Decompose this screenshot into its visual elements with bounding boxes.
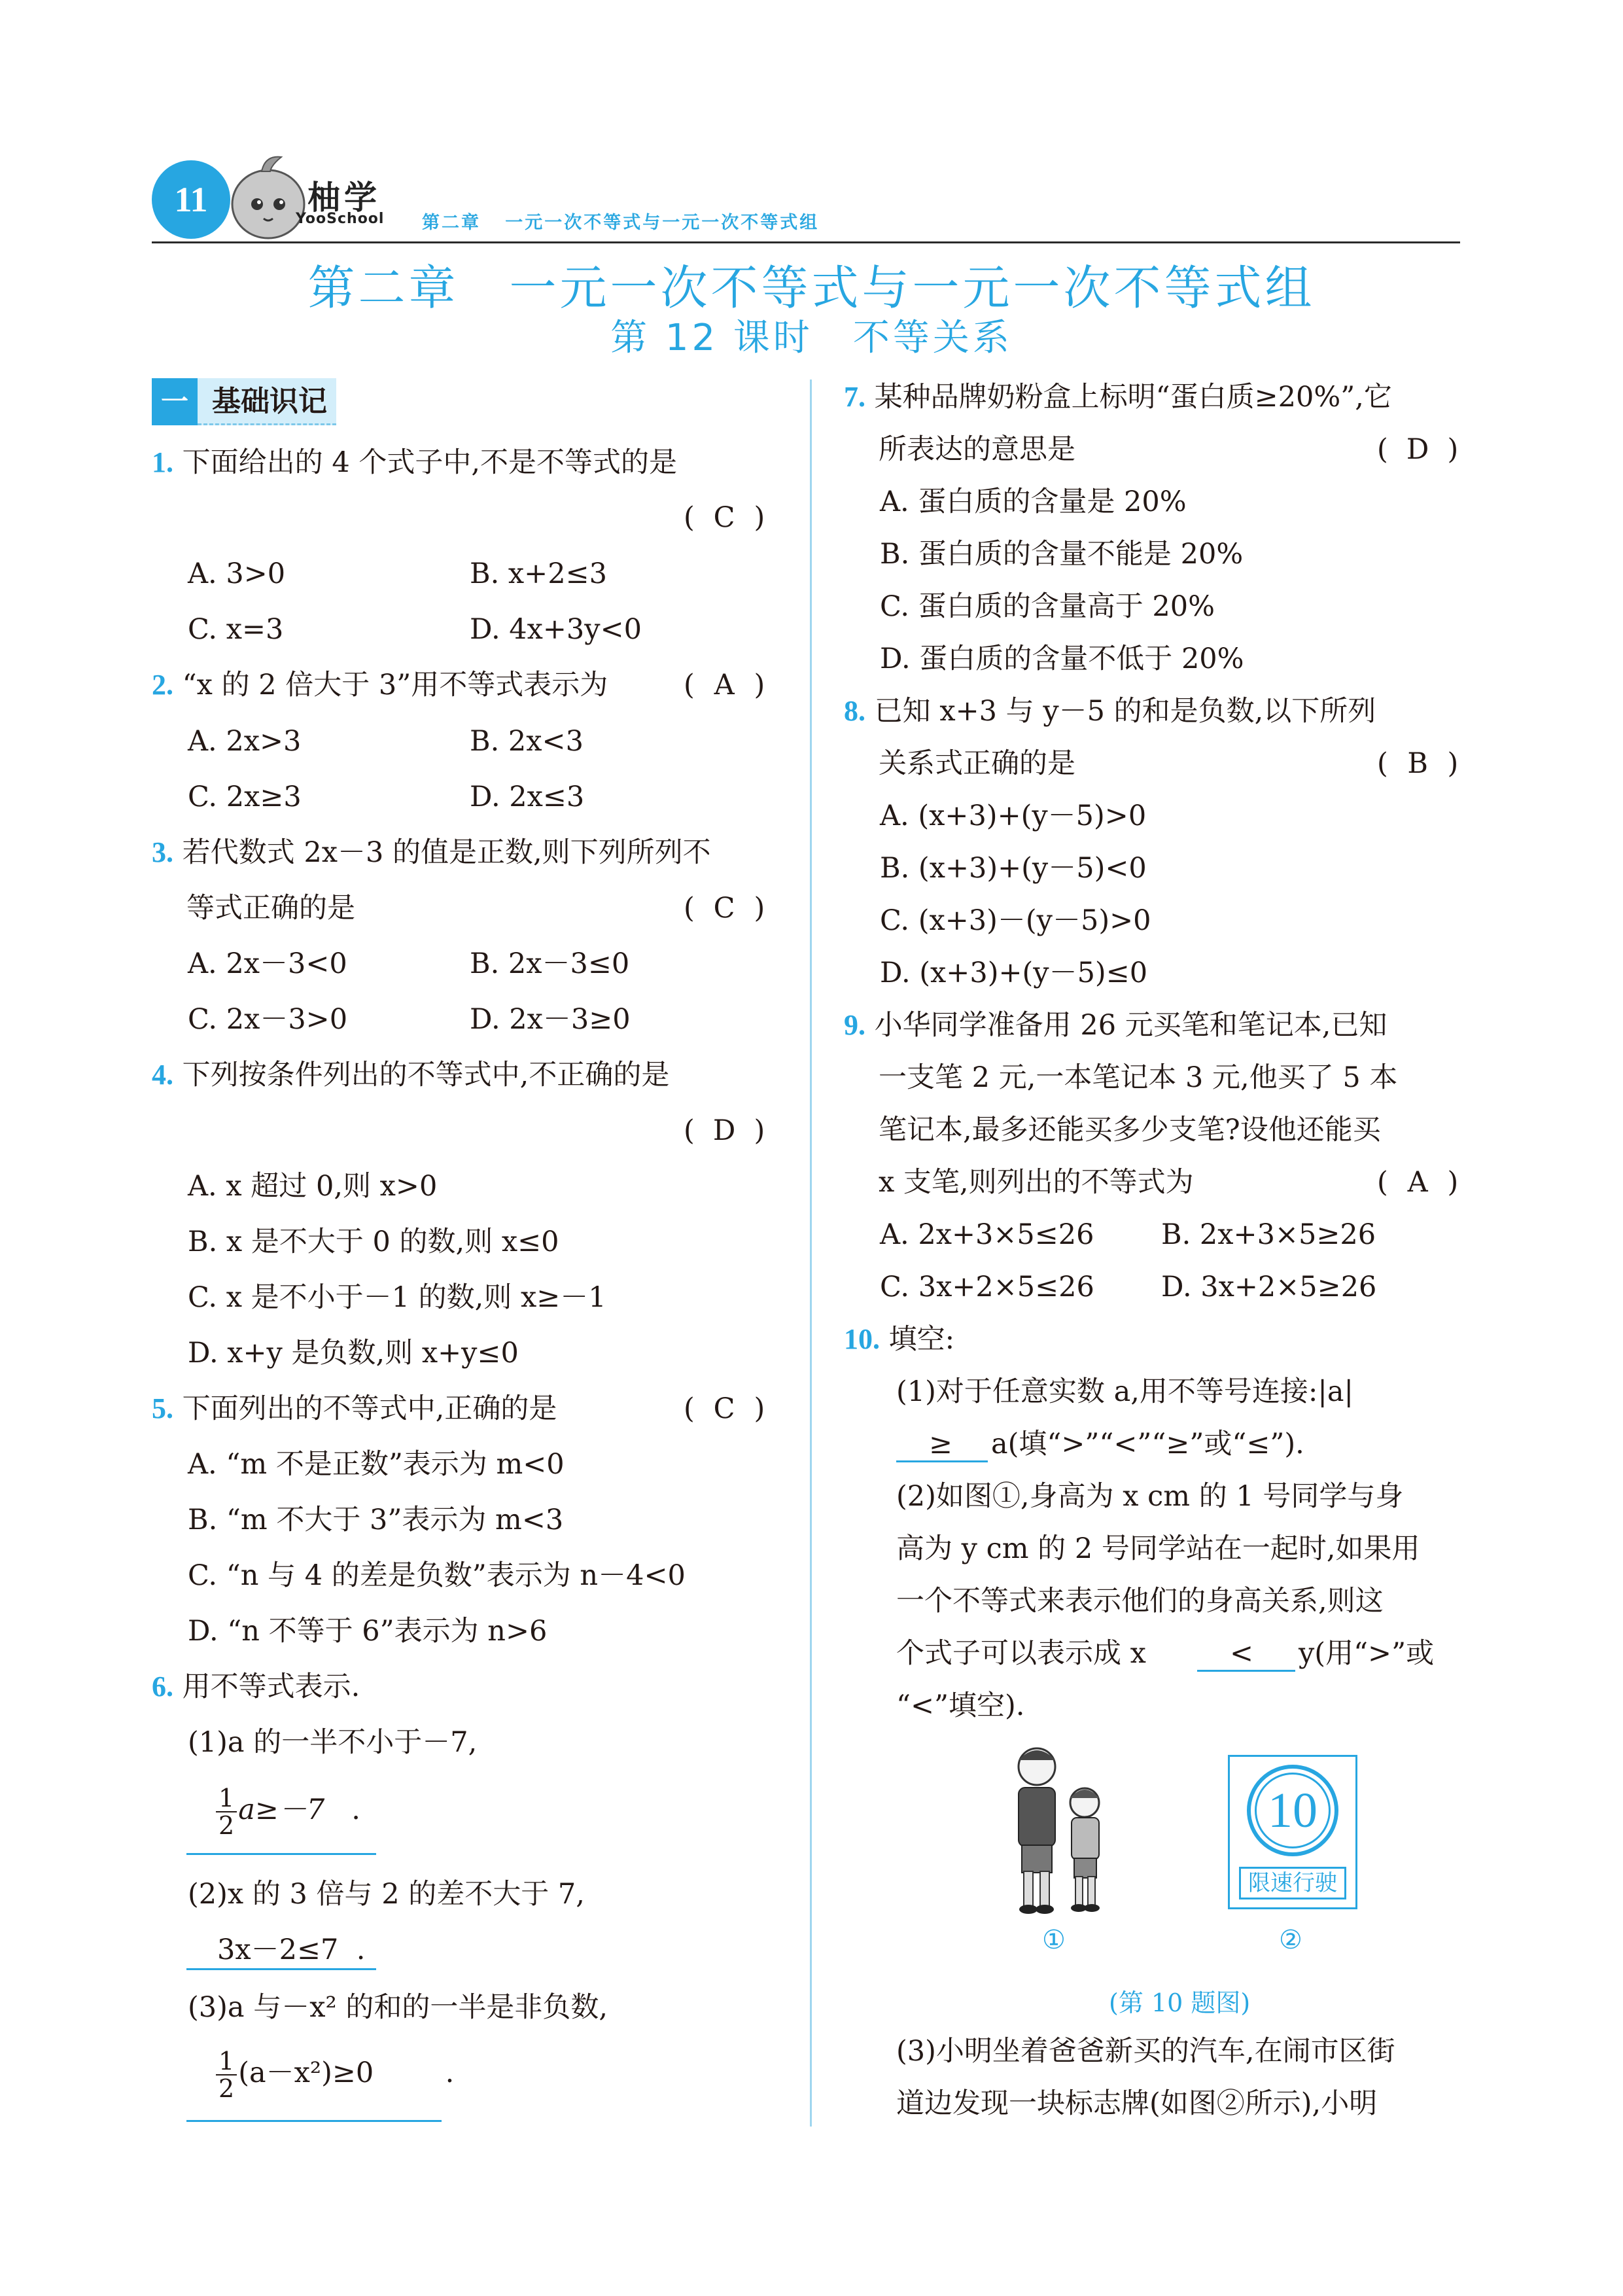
question-4-stem: 4. 下列按条件列出的不等式中,不正确的是 (152, 1059, 670, 1091)
question-1-option-d: D. 4x+3y<0 (470, 613, 642, 646)
section-tag (152, 378, 336, 425)
answer-underline (186, 1853, 376, 1855)
question-6-answer-3: $\frac{1}{2}$ (a－x²)≥0 . (216, 2048, 454, 2102)
sign-text: 限速行驶 (1239, 1867, 1346, 1899)
logo-text: 柚学 (307, 179, 381, 217)
question-7-option-c: C. 蛋白质的含量高于 20% (880, 590, 1215, 623)
mascot-logo-icon (226, 152, 311, 242)
question-8-answer: ( B ) (1377, 747, 1459, 780)
question-7-option-a: A. 蛋白质的含量是 20% (880, 486, 1187, 518)
question-9-option-a: A. 2x+3×5≤26 (880, 1218, 1094, 1251)
question-10-part-2-cont: y(用“>”或 (1299, 1637, 1435, 1670)
question-5-option-c: C. “n 与 4 的差是负数”表示为 n－4<0 (188, 1559, 686, 1592)
question-6-answer-2: 3x－2≤7 . (217, 1934, 366, 1966)
question-10-answer-2: < (1230, 1637, 1254, 1670)
answer-underline (186, 2120, 442, 2122)
question-1-option-c: C. x=3 (188, 613, 284, 646)
logo-text-en: YooSchool (296, 211, 385, 227)
question-5-option-a: A. “m 不是正数”表示为 m<0 (188, 1448, 565, 1481)
question-3-option-b: B. 2x－3≤0 (470, 947, 630, 980)
question-10-part-2-cont: “<”填空). (896, 1689, 1025, 1722)
question-10-stem: 10. 填空: (844, 1323, 955, 1356)
question-8-option-a: A. (x+3)+(y－5)>0 (880, 800, 1147, 832)
question-9-option-c: C. 3x+2×5≤26 (880, 1271, 1094, 1303)
question-10-answer-1: ≥ (929, 1428, 953, 1460)
question-9-stem-cont: 一支笔 2 元,一本笔记本 3 元,他买了 5 本 (879, 1061, 1398, 1094)
question-3-stem-cont: 等式正确的是 (186, 892, 355, 925)
question-1-answer: ( C ) (684, 501, 765, 534)
figure-2-label: ② (1279, 1925, 1302, 1955)
question-3-option-d: D. 2x－3≥0 (470, 1003, 631, 1036)
question-6-answer-1: $\frac{1}{2}$ a≥－7 . (216, 1785, 360, 1839)
lesson-title: 第 12 课时 不等关系 (610, 317, 1013, 359)
question-6-part-2: (2)x 的 3 倍与 2 的差不大于 7, (188, 1878, 585, 1911)
question-6-part-3: (3)a 与－x² 的和的一半是非负数, (188, 1991, 608, 2024)
running-header: 第二章 一元一次不等式与一元一次不等式组 (422, 213, 820, 233)
question-4-option-a: A. x 超过 0,则 x>0 (188, 1170, 438, 1203)
question-2-option-b: B. 2x<3 (470, 725, 584, 758)
speed-limit-sign (1228, 1755, 1357, 1909)
question-7-stem-cont: 所表达的意思是 (879, 433, 1075, 466)
figure-1-label: ① (1042, 1925, 1066, 1955)
chapter-title: 第二章 一元一次不等式与一元一次不等式组 (307, 260, 1316, 315)
question-2-option-c: C. 2x≥3 (188, 781, 302, 813)
question-9-stem: 9. 小华同学准备用 26 元买笔和笔记本,已知 (844, 1009, 1387, 1042)
question-3-stem: 3. 若代数式 2x－3 的值是正数,则下列所列不 (152, 836, 711, 869)
question-5-option-b: B. “m 不大于 3”表示为 m<3 (188, 1504, 564, 1536)
question-2-answer: ( A ) (684, 669, 765, 701)
figure-caption: (第 10 题图) (1109, 1988, 1251, 2017)
question-3-option-c: C. 2x－3>0 (188, 1003, 348, 1036)
sign-ring (1247, 1765, 1338, 1856)
question-4-option-d: D. x+y 是负数,则 x+y≤0 (188, 1337, 519, 1369)
question-10-part-3-cont: 道边发现一块标志牌(如图②所示),小明 (896, 2087, 1378, 2120)
question-9-stem-cont: 笔记本,最多还能买多少支笔?设他还能买 (879, 1114, 1381, 1146)
question-1-option-b: B. x+2≤3 (470, 557, 607, 590)
question-8-option-d: D. (x+3)+(y－5)≤0 (880, 957, 1148, 989)
question-2-option-a: A. 2x>3 (188, 725, 302, 758)
question-7-option-d: D. 蛋白质的含量不低于 20% (880, 643, 1244, 675)
question-10-part-2-cont: 一个不等式来表示他们的身高关系,则这 (896, 1585, 1384, 1617)
answer-underline (1197, 1670, 1295, 1672)
question-9-option-b: B. 2x+3×5≥26 (1161, 1218, 1376, 1251)
two-students-figure (1001, 1740, 1119, 1917)
question-10-part-3: (3)小明坐着爸爸新买的汽车,在闹市区街 (896, 2035, 1395, 2068)
question-4-option-b: B. x 是不大于 0 的数,则 x≤0 (188, 1226, 559, 1258)
header-rule (152, 241, 1460, 243)
section-number: 一 (152, 378, 198, 425)
question-6-part-1: (1)a 的一半不小于－7, (188, 1726, 478, 1759)
page-number: 11 (152, 160, 230, 239)
question-8-stem: 8. 已知 x+3 与 y－5 的和是负数,以下所列 (844, 695, 1376, 728)
question-2-option-d: D. 2x≤3 (470, 781, 585, 813)
question-10-part-1-cont: a(填“>”“<”“≥”或“≤”). (991, 1428, 1304, 1460)
question-10-part-1: (1)对于任意实数 a,用不等号连接:|a| (896, 1375, 1353, 1408)
column-divider (810, 380, 812, 2127)
question-4-option-c: C. x 是不小于－1 的数,则 x≥－1 (188, 1281, 606, 1314)
question-10-part-2-cont: 高为 y cm 的 2 号同学站在一起时,如果用 (896, 1532, 1420, 1565)
sign-number: 10 (1255, 1773, 1331, 1848)
question-7-stem: 7. 某种品牌奶粉盒上标明“蛋白质≥20%”,它 (844, 381, 1392, 414)
question-3-answer: ( C ) (684, 892, 765, 925)
question-8-stem-cont: 关系式正确的是 (879, 747, 1075, 780)
question-4-answer: ( D ) (684, 1114, 765, 1147)
answer-underline (896, 1460, 988, 1462)
question-5-stem: 5. 下面列出的不等式中,正确的是 (152, 1392, 557, 1425)
question-5-answer: ( C ) (684, 1392, 765, 1425)
question-6-stem: 6. 用不等式表示. (152, 1670, 360, 1703)
section-title: 基础识记 (198, 378, 336, 425)
question-2-stem: 2. “x 的 2 倍大于 3”用不等式表示为 (152, 669, 608, 701)
question-7-answer: ( D ) (1377, 433, 1459, 466)
question-1-stem: 1. 下面给出的 4 个式子中,不是不等式的是 (152, 446, 678, 479)
question-7-option-b: B. 蛋白质的含量不能是 20% (880, 538, 1244, 571)
question-5-option-d: D. “n 不等于 6”表示为 n>6 (188, 1615, 548, 1648)
question-10-part-2: (2)如图①,身高为 x cm 的 1 号同学与身 (896, 1480, 1404, 1513)
question-9-option-d: D. 3x+2×5≥26 (1161, 1271, 1377, 1303)
question-9-answer: ( A ) (1377, 1166, 1459, 1199)
question-8-option-c: C. (x+3)－(y－5)>0 (880, 904, 1151, 937)
question-9-stem-cont: x 支笔,则列出的不等式为 (879, 1166, 1194, 1199)
question-10-part-2-cont: 个式子可以表示成 x (896, 1637, 1146, 1670)
question-1-option-a: A. 3>0 (188, 557, 286, 590)
answer-underline (186, 1968, 376, 1970)
question-3-option-a: A. 2x－3<0 (188, 947, 347, 980)
question-8-option-b: B. (x+3)+(y－5)<0 (880, 852, 1147, 885)
